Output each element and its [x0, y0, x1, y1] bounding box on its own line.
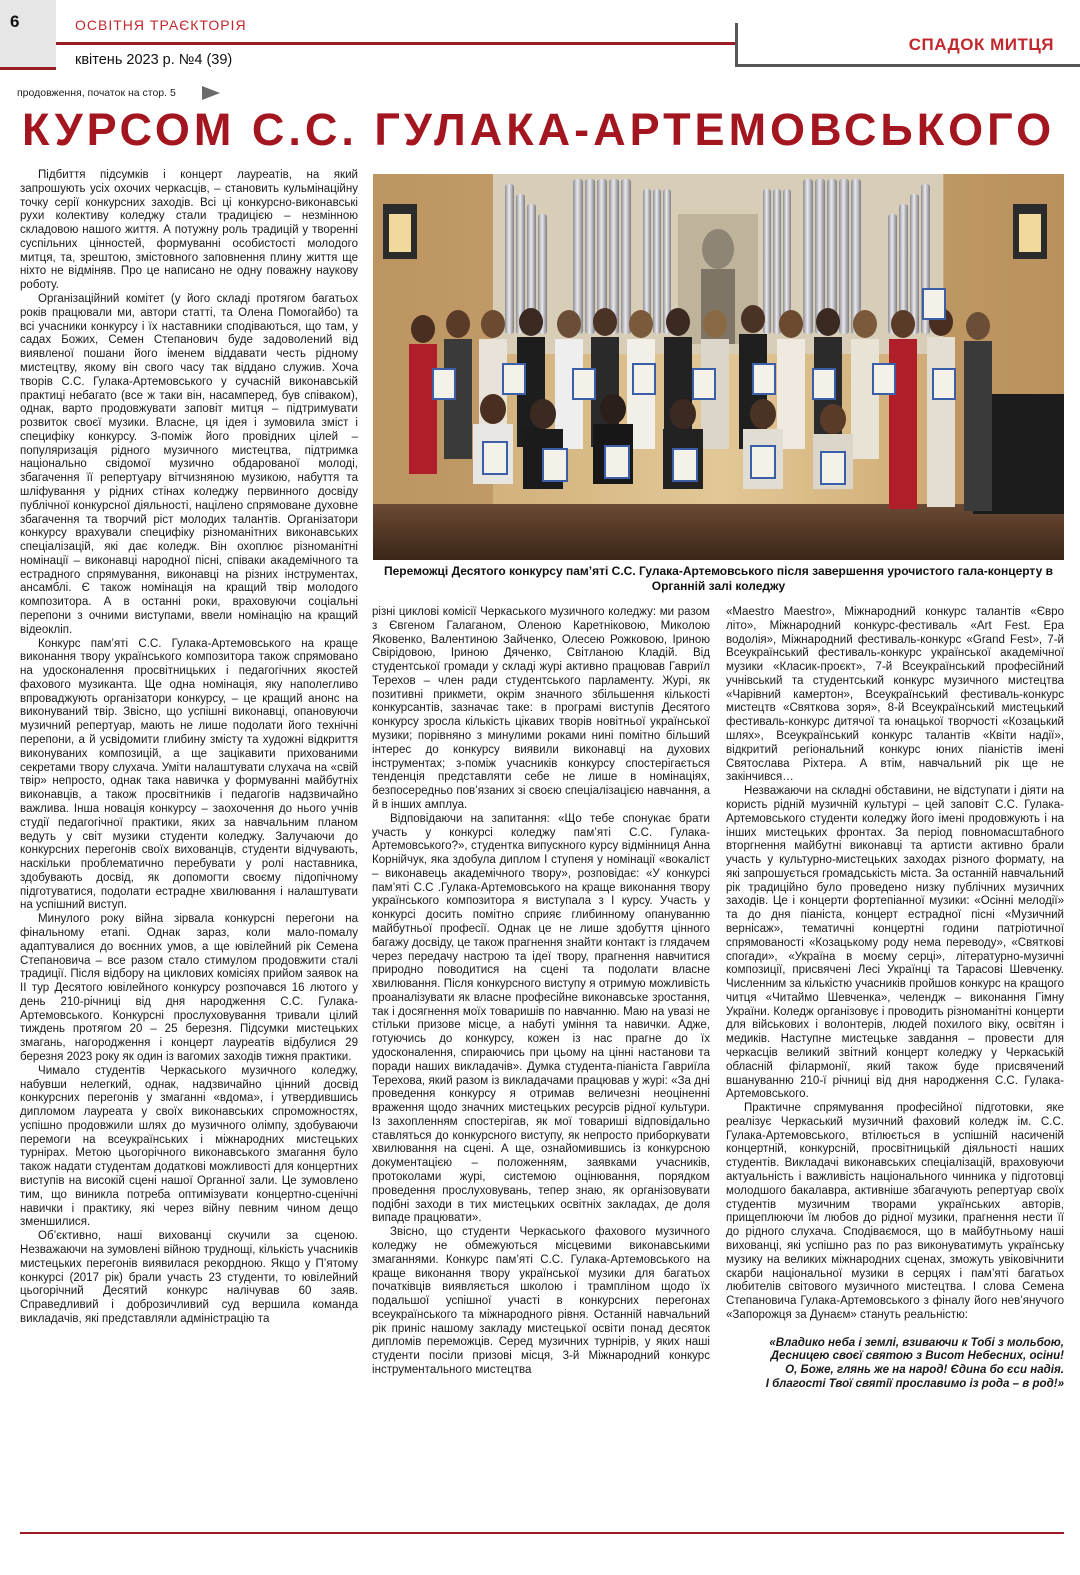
section-box: [735, 23, 1080, 67]
header-rule-left: [0, 67, 56, 70]
paragraph: Організаційний комітет (у його складі протягом багатьох років працювали ми, автори статті, та Олена Помогайбо) та всі учасники конкурсу і їх наставники сподіваються, що там, у садах Божих, Семен Степанович буде задоволений від виявленої пошани його іменем віддавати честь рідному мистецтву, якому він свого часу так віддано служив. Хоча творів С.С. Гулака-Артемовського у сучасній виконавській практиці небагато (все ж таки він, насамперед, був співаком), однак, варто продовжувати заповіт митця – підтримувати розвиток своєї музики. Власне, ця ідея і зумовила зміст і специфіку конкурсу. З-поміж його провідних цілей – популяризація рідного музичного мистецтва, підтримка національно свідомої музично обдарованої молоді, збагачення її репертуару вітчизняною музикою, набуття та шліфування у рідних стінах коледжу первинного досвіду публічної конкурсної діяльності, націлено спрямоване духовне збагачення та творчий ріст молодих талантів. Організатори конкурсу врахували специфіку різноманітних виконавських спеціалізацій, які дає коледж. Він охоплює різноманітні номінації – виконавці народної пісні, співаки академічного та естрадного спрямування, виконавці на різних інструментах, ансамблі. Є також номінація на кращий твір молодого композитора. А в останні роки, враховуючи соціальні перепони з очними виступами, ввели номінацію на кращий відеокліп.: [20, 293, 358, 636]
footer-rule: [20, 1532, 1064, 1534]
group-photo: [373, 174, 1064, 560]
quote-line: Десницею своєї святою з Висот Небесних, осіни!: [770, 1350, 1064, 1363]
continued-note: продовження, початок на стор. 5: [17, 87, 176, 99]
paragraph: Незважаючи на складні обставини, не відступати і діяти на користь рідній музичній культурі – цей заповіт С.С. Гулака-Артемовського студенти коледжу його імені продовжують і на інших мистецьких фронтах. За період повномасштабного вторгнення майбутні виконавці та артисти активно брали участь у культурно-мистецьких заходах різного формату, на які запрошується громадськість міста. За останній навчальний рік традиційно було проведено низку публічних музичних заходів. Це і концерти фортепіанної музики: «Осінні мелодії» та до дня піаніста, концерт естрадної пісні «Музичний вернісаж», тематичні концертні години патріотичної спрямованості «Козацькому роду нема переводу», «Святкові спогади», «Україна в моєму серці», літературно-музичні композиції, присвячені Лесі Українці та Тарасові Шевченку. Численним за кількістю учасників пройшов конкурс на кращого читця «Читаймо Шевченка», челендж – виконання Гімну України. Коледж організовує і проводить різноманітні концерти для військових і волонтерів, людей похилого віку, освітян і медиків. Наступне мистецьке завдання – провести для черкасців великий звітний концерт коледжу у Черкаській обласній філармонії, який також буде присвячений вшануванню 210-ї річниці від дня народження С.С. Гулака-Артемовського.: [726, 785, 1064, 1101]
page-number-box: [0, 0, 56, 70]
paragraph: Конкурс пам’яті С.С. Гулака-Артемовського на краще виконання твору українського композитора також спрямовано на удосконалення просвітницьких і педагогічних якостей фахового музиканта. Ще одна номінація, яку наполегливо впроваджують організатори конкурсу, – це кращий анонс на виконуваний твір. Звісно, що успішні виконавці, опановуючи музичний репертуар, мають не лише подолати його технічні перепони, а й усвідомити глибину змісту та художні відкриття виконуваних композицій, а ще зацікавити прихованими секретами твору слухача. Уміти налаштувати слухача на «свій твір» непросто, однак така навичка у формуванні майбутніх виконавців, а також просвітників і педагогів надзвичайно важлива. Інша новація конкурсу – заохочення до нього учнів студії педагогічної практики, яких за навчальним планом ведуть у світ музики студенти коледжу. Залучаючи до конкурсних перегонів своїх вихованців, студенти відчувають, наскільки проблематично перебувати у ролі наставника, здобувають досвід, як допомогти своєму підопічному підготуватися, подолати естрадне хвилювання і налаштувати на успішний виступ.: [20, 637, 358, 912]
paragraph: Підбиття підсумків і концерт лауреатів, на який запрошують усіх охочих черкасців, – становить кульмінаційну точку серії конкурсних заходів. Всі ці конкурсно-виконавські рухи колективу коледжу стали традицією – незмінною складовою нашого життя. А потужну роль традицій у творенні суспільних цінностей, формуванні особистості молодого митця, та, зрештою, змістовного заповнення плину життя ще ніхто не відміняв. Про це написано не одну поважну наукову роботу.: [20, 169, 358, 292]
paragraph: Звісно, що студенти Черкаського фахового музичного коледжу не обмежуються місцевими виконавськими змаганнями. Конкурс пам’яті С.С. Гулака-Артемовського на краще виконання твору української музики для багатьох початківців виявляється школою і трампліном щодо їх подальшої успішної участі в конкурсних перегонах всеукраїнського та міжнародного рівня. Останній навчальний рік приніс нашому закладу мистецької освіти понад десяток дипломів переможців. Серед музичних турнірів, у яких наші студенти посіли призові місця, 3-й Міжнародний конкурс інструментального мистецтва: [372, 1226, 710, 1376]
header-rule: [56, 42, 738, 45]
paragraph: «Maestro Maestro», Міжнародний конкурс талантів «Євро літо», Міжнародний конкурс-фестиваль «Art Fest. Ера водолія», Міжнародний фестиваль-конкурс «Grand Fest», 7-й Всеукраїнський фестиваль-конкурс української академічної музики «Класик-проєкт», 7-й Всеукраїнський професійний учнівський та студентський конкурс музичного мистецтва «Чарівний камертон», Всеукраїнський фестиваль-конкурс мистецтв «Святкова зоря», 8-й Всеукраїнський мистецький фестиваль-конкурс дитячої та юнацької творчості «Козацький шлях», Всеукраїнський конкурс талантів «Квіти надії», відкритий регіональний конкурс юних піаністів імені Святослава Ріхтера. А втім, навчальний рік ще не закінчився…: [726, 606, 1064, 784]
magazine-name: ОСВІТНЯ ТРАЄКТОРІЯ: [75, 17, 247, 33]
paragraph: Об’єктивно, наші вихованці скучили за сценою. Незважаючи на зумовлені війною труднощі, кількість учасників мистецьких перегонів виявилася рекордною. Якщо у П’ятому конкурсі (2017 рік) брали участь 23 студенти, то ювілейний цьогорічний Десятий конкурс налічував 60 заяв. Справедливий і доброзичливий суд вершила команда викладачів, які представляли адміністрацію та: [20, 1230, 358, 1325]
page-number: 6: [10, 12, 20, 31]
paragraph: Практичне спрямування професійної підготовки, яке реалізує Черкаський музичний фаховий коледж ім. С.С. Гулака-Артемовського, втілюється в успішній насиченій концертній, конкурсній, просвітницькій діяльності наших студентів. Викладачі виконавських спеціалізацій, враховуючи актуальність і важливість національного чинника у підготовці молодшого бакалавра, активніше збагачують репертуар своїх студентів музичним творами українських авторів, прищеплюючи їм любов до рідної музики, прагнення нести її до рідного слухача. Сподіваємося, що в майбутньому наші вихованці, які успішно раз по раз виконуватимуть українську музику на великих міжнародних сценах, зможуть увіковічнити скарби національної музики в серцях і пам’яті багатьох любителів світового музичного мистецтва. І слова Семена Степановича Гулака-Артемовського з фіналу його нев’янучого «Запорожця за Дунаєм» стануть реальністю:: [726, 1102, 1064, 1321]
article-title: КУРСОМ С.С. ГУЛАКА-АРТЕМОВСЬКОГО: [22, 104, 1056, 155]
paragraph: Відповідаючи на запитання: «Що тебе спонукає брати участь у конкурсі коледжу пам’яті С.С. Гулака-Артемовського?», студентка випускного курсу відмінниця Анна Корнійчук, яка здобула диплом І ступеня у номінації «вокаліст – виконавець академічного твору», розповідає: «У конкурсі пам’яті С.С .Гулака-Артемовського на краще виконання твору українського композитора я виступала з І курсу. Участь у конкурсі досить помітно сприяє глибинному опануванню майбутньої професії. Однак це не лише здобуття цінного багажу досвіду, це також прагнення знайти контакт із глядачем через передачу настрою та ідеї твору, прагнення навчитися природно поводитися на сцені та подолати власне хвилювання. Після конкурсного виступу я отримую можливість проаналізувати як власне професійне виконавське зростання, так і досягнення моїх товаришів по навчанню. Маю на увазі не стільки призове місце, а набуті уміння та навички. Адже, готуючись до конкурсу, кожен із нас прагне до їх удосконалення, спираючись при цьому на цінні настанови та поради наших викладачів». Думка студента-піаніста Гавриїла Терехова, який разом із викладачами працював у журі: «За дні проведення конкурсу я отримав величезні неоціненні враження щодо значних мистецьких ресурсів рідної культури. Із захопленням спостерігав, як мої товариші відповідально ставляться до конкурсного виступу, як непросто приборкувати хвилювання на сцені. А ще, ознайомившись із конкурсною документацією – положенням, заявками учасників, протоколами журі, системою оцінювання, порядком проведення прослуховувань, тепер знаю, як організовувати подібні заходи в тих мистецьких освітніх закладах, де доля випаде працювати».: [372, 812, 710, 1225]
photo-caption: Переможці Десятого конкурсу пам’яті С.С. Гулака-Артемовського після завершення урочистого гала-концерту в Органній залі коледжу: [384, 564, 1053, 593]
play-arrow-icon: [202, 86, 220, 100]
issue-date: квітень 2023 р. №4 (39): [75, 52, 233, 68]
quote-line: І благості Твої святії прославимо із рода – в род!»: [765, 1377, 1064, 1390]
quote-line: «Владико неба і землі, взиваючи к Тобі з мольбою,: [769, 1336, 1064, 1349]
paragraph: різні циклові комісії Черкаського музичного коледжу: ми разом з Євгеном Галаганом, Оленою Каретніковою, Миколою Яковенко, Валентиною Зайченко, Олесею Рожковою, Іриною Свірідовою, Іриною Дяченко, Світланою Кладій. Від студентської громади у складі журі активно працював Гавриїл Терехов – член ради студентського парламенту. Журі, як позитивні прикмети, окрім значного збільшення кількості конкурсантів, зазначає таке: в програмі виступів Десятого конкурсу зросла кількість цікавих творів новітньої української музики; порівняно з минулими роками нині помітно більший інтерес до конкурсу виявили виконавці на духових інструментах; з-поміж учасників конкурсу спостерігається тенденція представляти себе не лише в номінаціях, безпосередньо пов’язаних зі своєю спеціалізацією навчання, а й в інших амплуа.: [372, 606, 710, 811]
article-column-1: [20, 169, 358, 1327]
paragraph: Минулого року війна зірвала конкурсні перегони на фінальному етапі. Однак зараз, коли мало-помалу адаптувалися до воєнних умов, а ще ювілейний рік Семена Степановича – все разом стало стимулом продовжити сталі традиції. Після відбору на циклових комісіях прийом заявок на ІІ тур Десятого ювілейного конкурсу розпочався 16 лютого у день 210-річниці від дня народження С.С. Гулака-Артемовського. Конкурсні прослуховування тривали цілий тиждень протягом 20 – 25 березня. Підсумки мистецьких змагань, нагородження і концерт лауреатів відбулися 29 березня 2023 року як один із вагомих заходів тижня практики.: [20, 913, 358, 1063]
section-label: СПАДОК МИТЦЯ: [908, 35, 1054, 54]
quote-line: О, Боже, глянь же на народ! Єдина бо єси надія.: [785, 1364, 1064, 1377]
article-column-3: [726, 606, 1064, 1392]
paragraph: Чимало студентів Черкаського музичного коледжу, набувши нелегкий, однак, надзвичайно цінний досвід конкурсних перегонів у змаганні «вдома», і утвердившись дипломом лауреата у своїх виконавських спроможностях, успішно продовжили шлях до музичного олімпу, здобуваючи перемоги на всеукраїнських і міжнародних мистецьких турнірах. Метою цьогорічного виконавського змагання було також надати студентам додаткові можливості для концертних виступів на високій сцені нашої Органної зали. Це зумовлено тим, що виникла потреба оптимізувати концертно-сценічні навички і практику, які через війну певним чином дещо зменшилися.: [20, 1064, 358, 1229]
article-column-2: [372, 606, 710, 1378]
